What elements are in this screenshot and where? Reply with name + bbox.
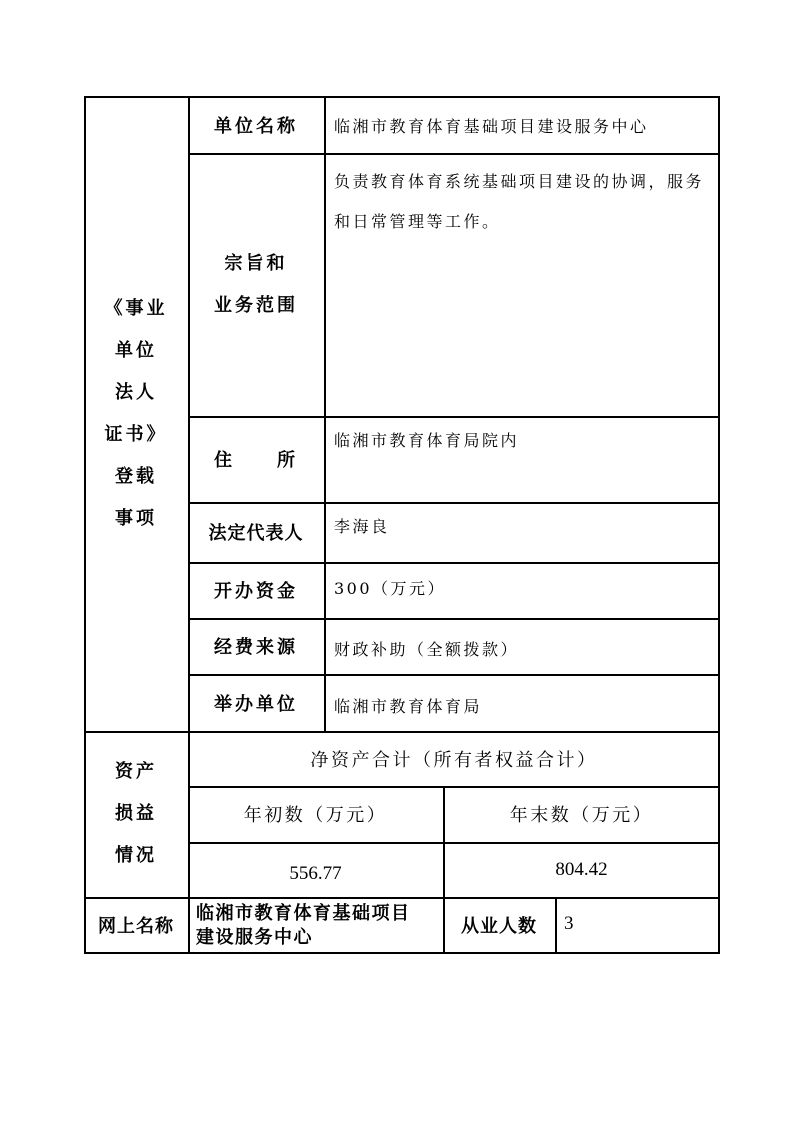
address-label: 住 所 <box>214 450 298 471</box>
staff-count-value: 3 <box>564 913 574 934</box>
end-year-header: 年末数（万元） <box>509 805 654 826</box>
purpose-label-line: 宗旨和 <box>224 252 288 274</box>
assets-group-label <box>84 731 188 897</box>
address-value: 临湘市教育体育局院内 <box>334 431 520 450</box>
purpose-value <box>334 162 718 242</box>
registration-group-line: 事项 <box>115 507 157 529</box>
purpose-value-line: 负责教育体育系统基础项目建设的协调，服务 <box>334 172 705 191</box>
unit-name-value: 临湘市教育体育基础项目建设服务中心 <box>334 117 649 136</box>
unit-name-label: 单位名称 <box>214 115 298 137</box>
registration-group-line: 登载 <box>115 465 157 487</box>
registration-group-line: 法人 <box>115 381 157 403</box>
capital-value: 300（万元） <box>334 579 447 598</box>
end-year-value: 804.42 <box>555 858 608 880</box>
capital-label: 开办资金 <box>214 581 298 602</box>
funding-label: 经费来源 <box>214 637 298 658</box>
begin-year-value: 556.77 <box>289 862 342 884</box>
funding-value: 财政补助（全额拨款） <box>334 640 520 659</box>
registration-group-line: 《事业 <box>104 297 168 319</box>
assets-group-line: 损益 <box>115 803 157 824</box>
legal-rep-value: 李海良 <box>334 517 390 536</box>
net-assets-header: 净资产合计（所有者权益合计） <box>310 749 598 771</box>
registration-group-line: 证书》 <box>104 423 168 445</box>
registration-group-line: 单位 <box>115 339 157 361</box>
purpose-value-line: 和日常管理等工作。 <box>334 212 501 231</box>
registration-group-label <box>84 96 188 731</box>
purpose-label-line: 业务范围 <box>214 294 298 316</box>
purpose-label <box>188 153 324 416</box>
begin-year-header: 年初数（万元） <box>243 805 388 826</box>
sponsor-value: 临湘市教育体育局 <box>334 697 483 716</box>
staff-count-label: 从业人数 <box>461 915 537 937</box>
online-name-line: 建设服务中心 <box>196 927 313 948</box>
online-name-label: 网上名称 <box>98 915 174 937</box>
assets-group-line: 资产 <box>115 761 157 782</box>
sponsor-label: 举办单位 <box>214 693 298 715</box>
legal-rep-label: 法定代表人 <box>208 523 304 544</box>
online-name-line: 临湘市教育体育基础项目 <box>196 903 411 924</box>
registration-table <box>84 96 720 954</box>
online-name-value <box>196 902 446 950</box>
assets-group-line: 情况 <box>115 845 157 866</box>
